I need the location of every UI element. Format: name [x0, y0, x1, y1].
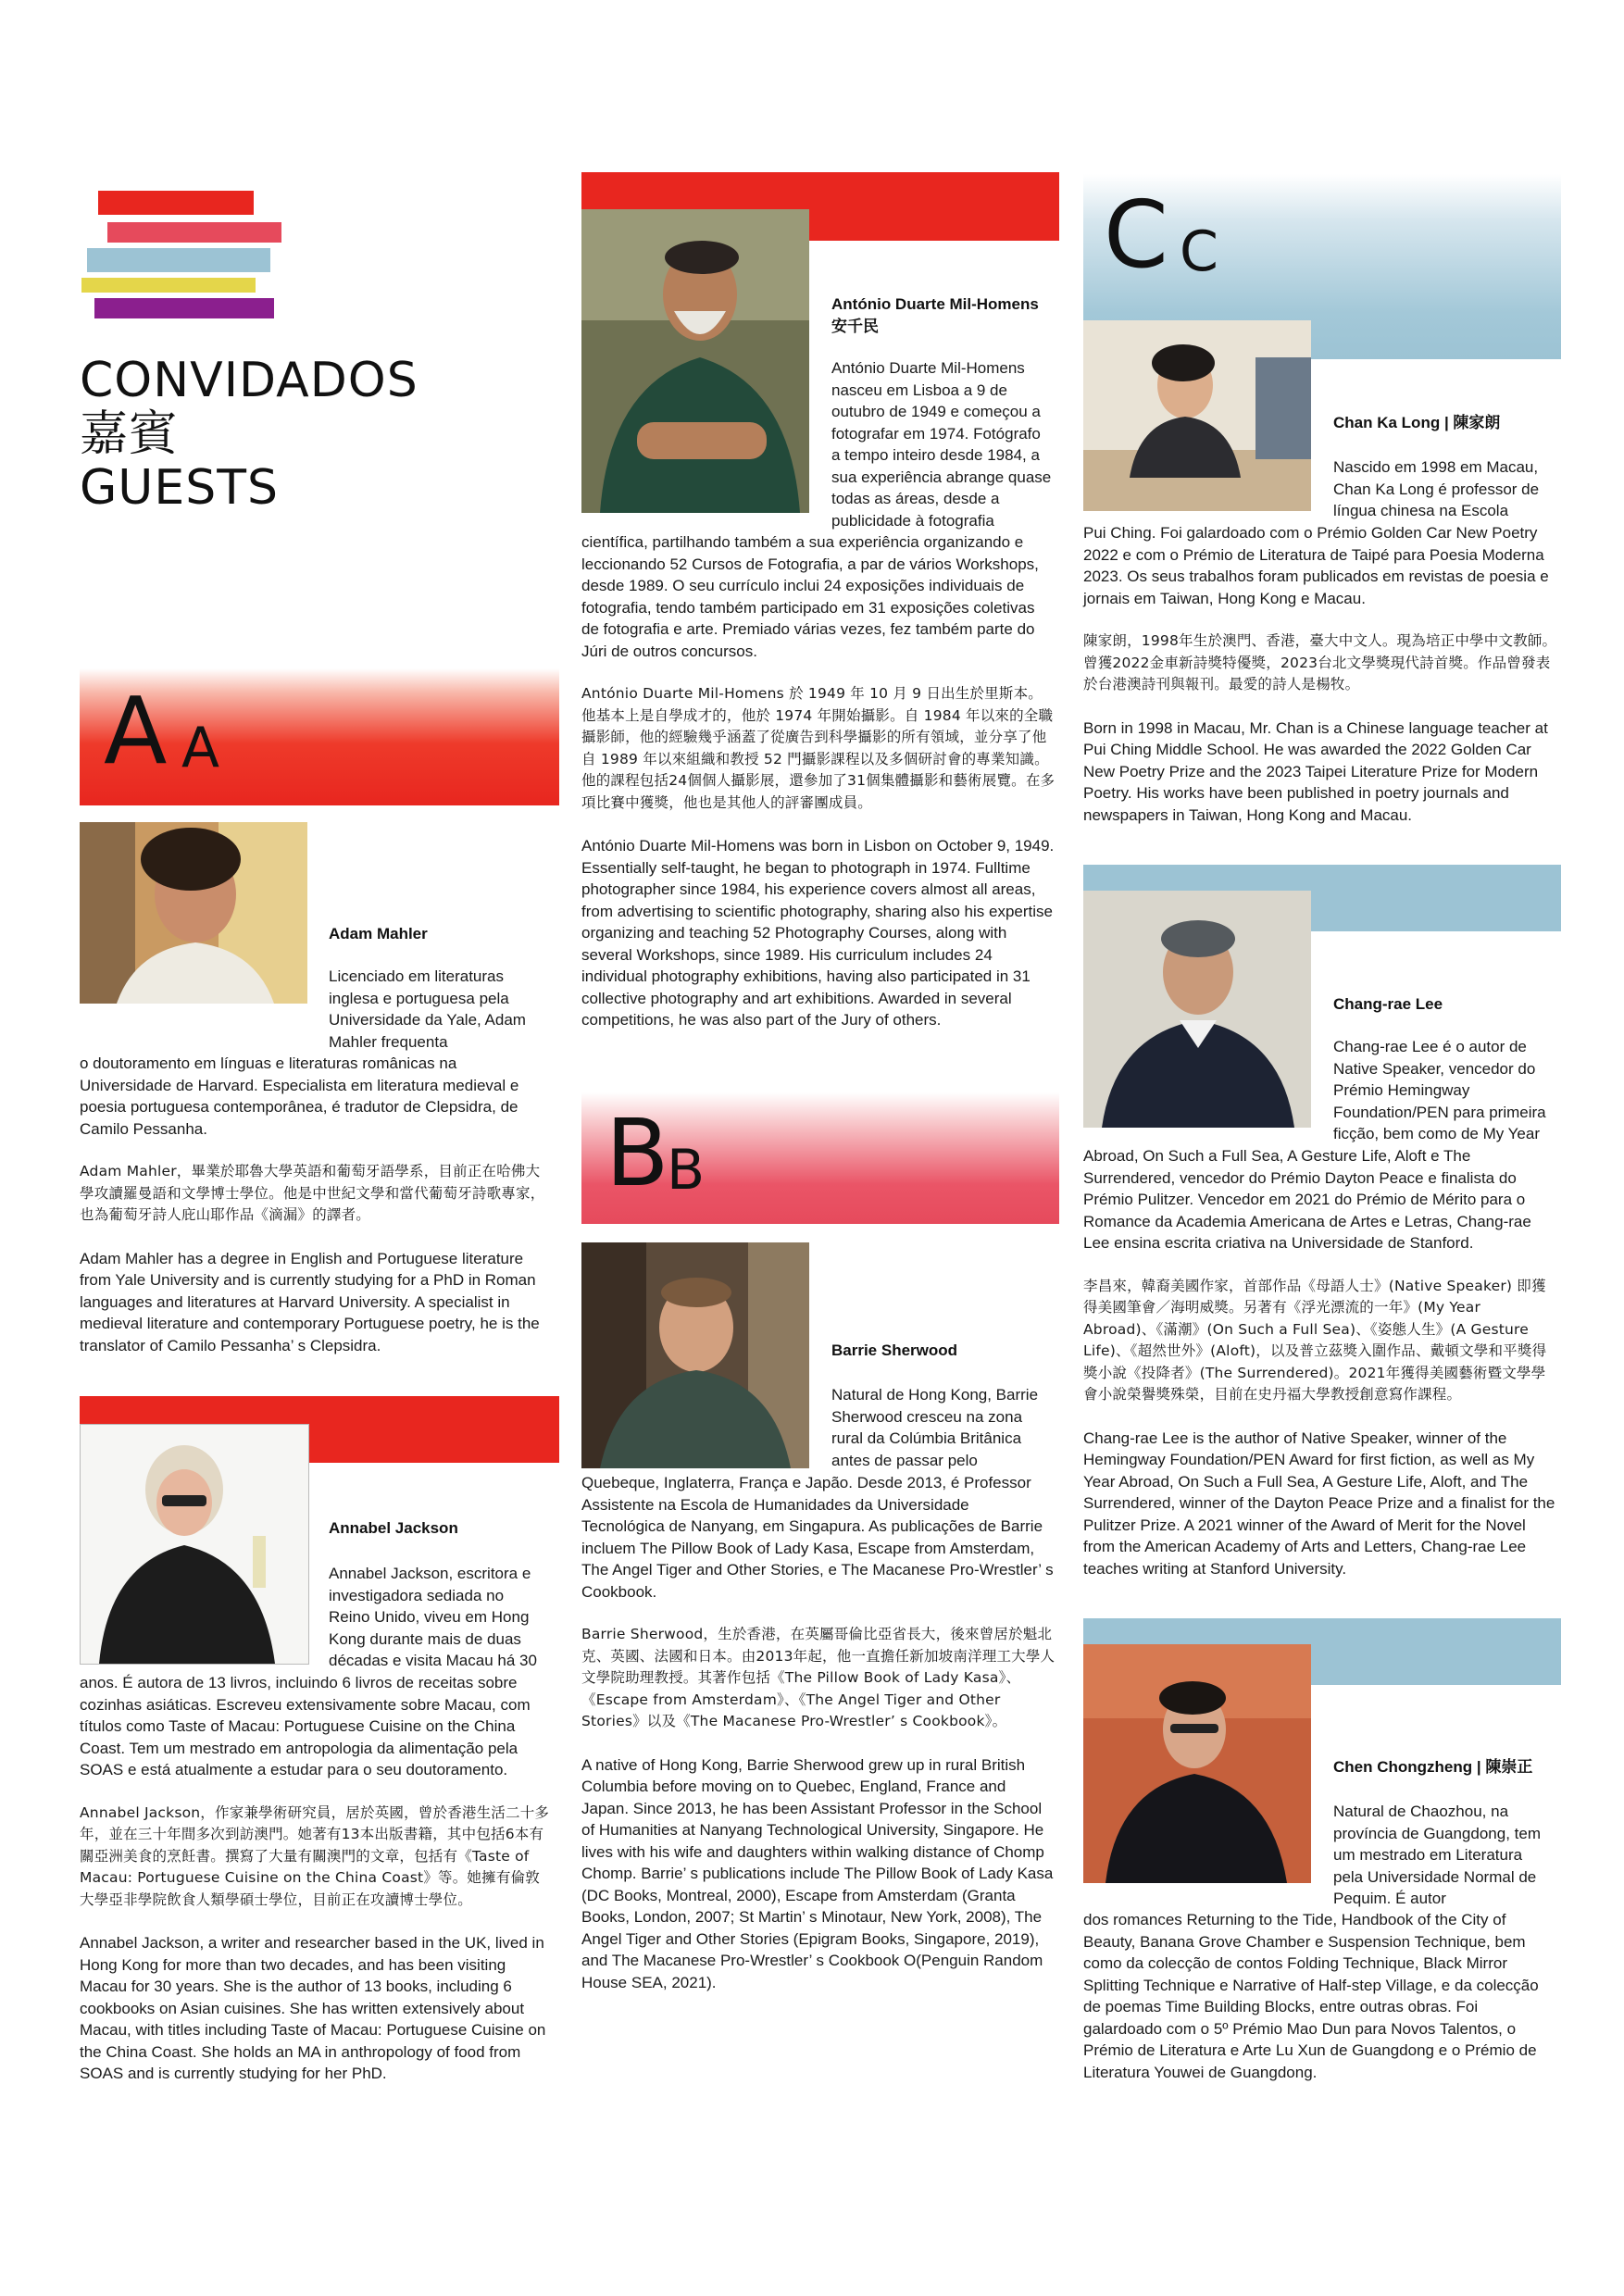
chen-chongzheng-name: Chen Chongzheng | 陳崇正 — [1333, 1758, 1533, 1776]
antonio-mil-homens-bio-en: António Duarte Mil-Homens was born in Lisbon on October 9, 1949. Essentially self-taught, he began to photograph in 1974. Fulltime photographer since 1984, his experience covers almost all areas, from advertising to scientific photography, sharing also his expertise organizing and teaching 52 Photography Courses, along with several Workshops, since 1989. His curriculum includes 24 individual photography exhibitions, having also participated in 31 collective photography and art exhibitions. Awarded in several competitions, he was also part of the Jury of others. — [581, 837, 1055, 1029]
chan-ka-long-photo — [1083, 320, 1311, 511]
heading-pt: CONVIDADOS — [80, 353, 418, 408]
barrie-sherwood-bio-zh: Barrie Sherwood，生於香港，在英屬哥倫比亞省長大，後來曾居於魁北克、英國、法國和日本。由2013年起，他一直擔任新加坡南洋理工大學人文學院助理教授。其著作包括《The Pillow Book of Lady Kasa》、《Escape from Amsterdam》、《The Angel Tiger and Other Stories》以及《The Macanese Pro-Wrestler’ s Cookbook》。 — [581, 1626, 1056, 1729]
barrie-sherwood-photo — [581, 1242, 809, 1468]
antonio-mil-homens-name: António Duarte Mil-Homens — [831, 295, 1039, 313]
heading-zh: 嘉賓 — [80, 406, 179, 462]
chen-chongzheng-bio — [1083, 1909, 1557, 2104]
adam-mahler-bio-en: Adam Mahler has a degree in English and Portuguese literature from Yale University and is currently studying for a PhD in Roman languages and literatures at Harvard University. A specialist in medieval literature and contemporary Portuguese poetry, he is the translator of Camilo Pessanha’ s Clepsidra. — [80, 1249, 540, 1354]
antonio-mil-homens-bio — [581, 531, 1056, 1053]
adam-mahler-bio — [80, 1053, 552, 1378]
antonio-mil-homens-name-zh: 安千民 — [831, 318, 879, 335]
heading-en: GUESTS — [80, 460, 279, 516]
section-a-letter-big: A — [104, 677, 168, 785]
chen-chongzheng-photo — [1083, 1644, 1311, 1883]
logo-stripe-red — [98, 191, 254, 215]
chang-rae-lee-bio — [1083, 1145, 1557, 1601]
barrie-sherwood-bio-en: A native of Hong Kong, Barrie Sherwood grew up in rural British Columbia before moving on to Quebec, England, France and Japan. Since 2013, he has been Assistant Professor in the School of Humanities at Nanyang Technological University, Singapore. He lives with his wife and daughters within walking distance of Chomp Chomp. Barrie’ s publications include The Pillow Book of Lady Kasa (DC Books, Montreal, 2000), Escape from Amsterdam (Granta Books, London, 2007; St Martin’ s Minotaur, New York, 2008), The Angel Tiger and Other Stories (Epigram Books, Singapore, 2019), and The Macanese Pro-Wrestler’ s Cookbook O(Penguin Random House SEA, 2021). — [581, 1755, 1054, 1991]
chan-ka-long-bio-zh: 陳家朗，1998年生於澳門、香港，臺大中文人。現為培正中學中文教師。曾獲2022金車新詩獎特優獎，2023台北文學獎現代詩首獎。作品曾發表於台港澳詩刊與報刊。最愛的詩人是楊牧。 — [1083, 632, 1557, 693]
barrie-sherwood-bio-pt-top: Natural de Hong Kong, Barrie Sherwood cresceu na zona rural da Colúmbia Britânica antes de passar pelo — [831, 1386, 1039, 1469]
annabel-jackson-bio-pt: anos. É autora de 13 livros, incluindo 6 livros de receitas sobre cozinhas asiáticas. Escreveu extensivamente sobre Macau, com títulos como Taste of Macau: Portuguese Cuisine on the China Coast. Tem um mestrado em antropologia da alimentação pela SOAS e está atualmente a estudar para o seu doutoramento. — [80, 1674, 531, 1778]
barrie-sherwood-bio-pt: Quebeque, Inglaterra, França e Japão. Desde 2013, é Professor Assistente na Escola de Humanidades da Universidade Tecnológica de Nanyang, em Singapura. As publicações de Barrie incluem The Pillow Book of Lady Kasa, Escape from Amsterdam, The Angel Tiger and Other Stories, e The Macanese Pro-Wrestler’ s Cookbook. — [581, 1474, 1054, 1601]
annabel-jackson-bio — [80, 1672, 552, 2106]
section-a-letter-small: A — [181, 716, 220, 780]
annabel-jackson-bio-en: Annabel Jackson, a writer and researcher based in the UK, lived in Hong Kong for more than two decades, and has been visiting Macau for 30 years. She is the author of 13 books, including 6 cookbooks on Asian cuisines. She has written extensively about Macau, with titles including Taste of Macau: Portuguese Cuisine on the China Coast. She holds an MA in anthropology of food from SOAS and is currently studying for her PhD. — [80, 1934, 546, 2082]
chan-ka-long-name: Chan Ka Long | 陳家朗 — [1333, 414, 1501, 431]
logo-stripe-purple — [94, 298, 274, 318]
section-c-letter-big: C — [1104, 181, 1168, 289]
section-c-letter-small: C — [1180, 219, 1218, 284]
antonio-mil-homens-bio-pt-top: António Duarte Mil-Homens nasceu em Lisboa a 9 de outubro de 1949 e começou a fotografar em 1974. Fotógrafo a tempo inteiro desde 1984, a sua experiência abrange quase todas as áreas, desde a publicidade à fotografia — [831, 359, 1052, 530]
antonio-mil-homens-photo — [581, 209, 809, 513]
logo-stripe-pink — [107, 222, 281, 243]
chang-rae-lee-bio-en: Chang-rae Lee is the author of Native Speaker, winner of the Hemingway Foundation/PEN Award for first fiction, as well as My Year Abroad, On Such a Full Sea, A Gesture Life, Aloft, and The Surrendered, winner of the Dayton Peace Prize and a finalist for the Pulitzer Prize. A 2021 winner of the Award of Merit for the Novel from the American Academy of Arts and Letters, Chang-rae Lee teaches writing at Stanford University. — [1083, 1429, 1555, 1578]
adam-mahler-bio-pt-top: Licenciado em literaturas inglesa e portuguesa pela Universidade da Yale, Adam Mahler frequenta — [329, 967, 526, 1051]
chen-chongzheng-bio-pt: dos romances Returning to the Tide, Handbook of the City of Beauty, Banana Grove Chamber e Suspension Technique, bem como da colecção de contos Folding Technique, Black Mirror Splitting Technique e Narrative of Half-step Village, e da colecção de poemas Time Building Blocks, entre outras obras. Foi galardoado com o 5º Prémio Mao Dun para Novos Talentos, o Prémio de Literatura e Arte Lu Xun de Guangdong e o Prémio de Literatura Youwei de Guangdong. — [1083, 1911, 1539, 2081]
barrie-sherwood-bio — [581, 1472, 1056, 2015]
chang-rae-lee-bio-zh: 李昌來，韓裔美國作家，首部作品《母語人士》(Native Speaker) 即獲得美國筆會／海明威獎。另著有《浮光漂流的一年》(My Year Abroad)、《滿潮》(On Such a Full Sea)、《姿態人生》(A Gesture Life)、《超然世外》(Aloft)，以及普立茲獎入圍作品、戴頓文學和平獎得獎小說《投降者》(The Surrendered)。2021年獲得美國藝術暨文學學會小說榮譽獎殊榮，目前在史丹福大學教授創意寫作課程。 — [1083, 1277, 1547, 1403]
annabel-jackson-photo — [80, 1424, 309, 1665]
chan-ka-long-bio-pt-top: Nascido em 1998 em Macau, Chan Ka Long é professor de língua chinesa na Escola — [1333, 458, 1540, 519]
annabel-jackson-bio-zh: Annabel Jackson，作家兼學術研究員，居於英國，曾於香港生活二十多年，並在三十年間多次到訪澳門。她著有13本出版書籍，其中包括6本有關亞洲美食的烹飪書。撰寫了大量有關澳門的文章，包括有《Taste of Macau: Portuguese Cuisine on the China Coast》等。她擁有倫敦大學亞非學院飲食人類學碩士學位，目前正在攻讀博士學位。 — [80, 1803, 550, 1908]
logo-stripe-blue — [87, 248, 270, 272]
chang-rae-lee-bio-pt-top: Chang-rae Lee é o autor de Native Speaker, vencedor do Prémio Hemingway Foundation/PEN para primeira ficção, bem como de My Year — [1333, 1038, 1546, 1142]
adam-mahler-bio-zh: Adam Mahler，畢業於耶魯大學英語和葡萄牙語學系，目前正在哈佛大學攻讀羅曼語和文學博士學位。他是中世紀文學和當代葡萄牙詩歌專家，也為葡萄牙詩人庇山耶作品《滴漏》的譯者。 — [80, 1163, 545, 1223]
chang-rae-lee-bio-pt: Abroad, On Such a Full Sea, A Gesture Life, Aloft e The Surrendered, vencedor do Prémio Dayton Peace e finalista do Prémio Pulitzer. Vencedor em 2021 do Prémio de Mérito para o Romance da Academia Americana de Artes e Letras, Chang-rae Lee ensina escrita criativa na Universidade de Stanford. — [1083, 1147, 1531, 1252]
antonio-mil-homens-bio-pt: científica, partilhando também a sua experiência organizando e leccionando 52 Cursos de Fotografia, a par de vários Workshops, desde 1989. O seu currículo inclui 24 exposições individuais de fotografia, tendo também participado em 31 exposições coletivas de fotografia e arte. Premiado várias vezes, fez também parte do Júri de outros concursos. — [581, 533, 1039, 660]
annabel-jackson-name: Annabel Jackson — [329, 1519, 458, 1537]
chen-chongzheng-bio-pt-top: Natural de Chaozhou, na província de Guangdong, tem um mestrado em Literatura pela Universidade Normal de Pequim. É autor — [1333, 1803, 1541, 1907]
logo-stripe-yellow — [81, 278, 256, 293]
adam-mahler-name: Adam Mahler — [329, 925, 428, 942]
barrie-sherwood-name: Barrie Sherwood — [831, 1341, 958, 1359]
adam-mahler-bio-pt: o doutoramento em línguas e literaturas românicas na Universidade de Harvard. Especialista em literatura medieval e poesia portuguesa contemporânea, é tradutor de Clepsidra, de Camilo Pessanha. — [80, 1054, 519, 1138]
antonio-mil-homens-bio-zh: António Duarte Mil-Homens 於 1949 年 10 月 9 日出生於里斯本。他基本上是自學成才的，他於 1974 年開始攝影。自 1984 年以來的全職攝影師，他的經驗幾乎涵蓋了從廣告到科學攝影的所有領域，並分享了他自 1989 年以來組織和教授 52 門攝影課程以及多個研討會的專業知識。他的課程包括24個個人攝影展，還參加了31個集體攝影和藝術展覽。在多項比賽中獲獎，他也是其他人的評審團成員。 — [581, 685, 1056, 811]
section-b-letter-small: B — [667, 1138, 706, 1203]
page-heading — [80, 354, 418, 515]
section-b-letter-big: B — [606, 1099, 669, 1207]
chang-rae-lee-name: Chang-rae Lee — [1333, 995, 1443, 1013]
chan-ka-long-bio-pt: Pui Ching. Foi galardoado com o Prémio Golden Car New Poetry 2022 e com o Prémio de Literatura de Taipé para Poesia Moderna 2023. Os seus trabalhos foram publicados em revistas de poesia e jornais em Taiwan, Hong Kong e Macau. — [1083, 524, 1549, 607]
chang-rae-lee-photo — [1083, 891, 1311, 1128]
chan-ka-long-bio — [1083, 522, 1557, 847]
annabel-jackson-bio-pt-top: Annabel Jackson, escritora e investigadora sediada no Reino Unido, viveu em Hong Kong durante mais de duas décadas e visita Macau há 30 — [329, 1565, 537, 1669]
chan-ka-long-bio-en: Born in 1998 in Macau, Mr. Chan is a Chinese language teacher at Pui Ching Middle School. He was awarded the 2022 Golden Car New Poetry Prize and the 2023 Taipei Literature Prize for Modern Poetry. His works have been published in poetry journals and newspapers in Taiwan, Hong Kong and Macau. — [1083, 718, 1548, 824]
adam-mahler-photo — [80, 822, 307, 1004]
